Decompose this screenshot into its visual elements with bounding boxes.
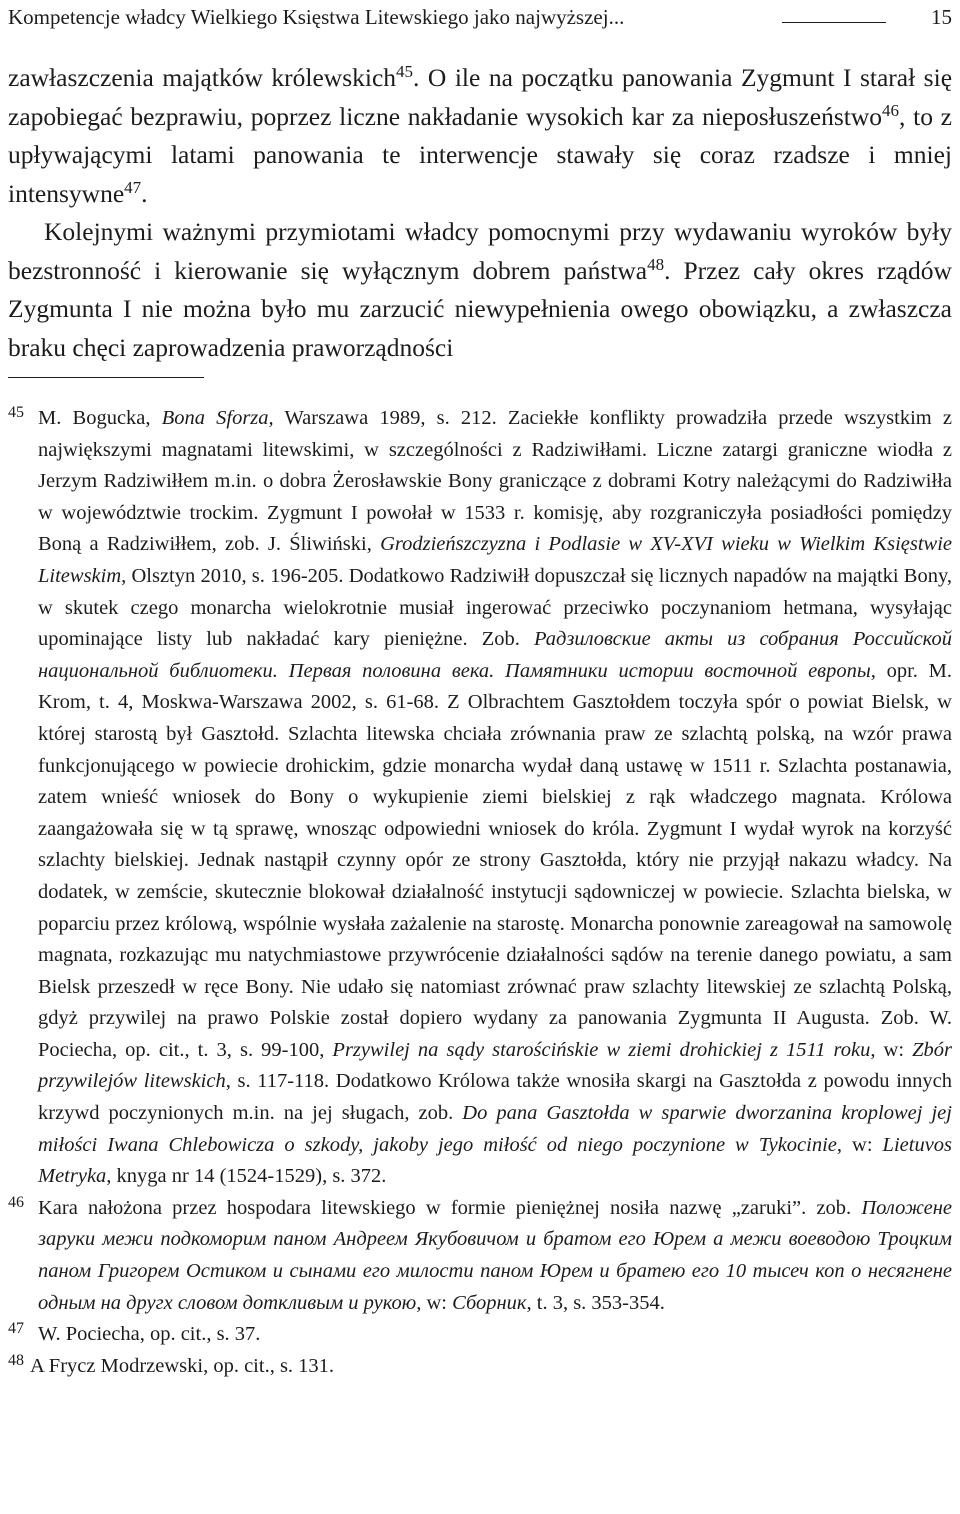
text-run: Kolejnymi ważnymi przymiotami władcy pomocnymi przy wydawaniu wyroków były bezstronność i kierowanie się wyłącznym dobrem państwa [8,217,952,285]
footnote-number: 46 [8,1193,24,1211]
text-run: zawłaszczenia majątków królewskich [8,63,397,92]
text-run: . [141,178,148,208]
italic-title: Przywilej na sądy starościńskie w ziemi drohickiej z 1511 roku [332,1038,871,1061]
text-run: , to z upływającymi latami panowania te interwencje stawały się coraz rzadsze i mniej intensywne [8,101,953,208]
text-run: W. Pociecha, op. cit., s. 37. [38,1323,261,1346]
footnote-ref-45[interactable]: 45 [396,62,414,81]
text-run: , knyga nr 14 (1524-1529), s. 372. [106,1165,387,1188]
text-run: . Przez cały okres rządów Zygmunta I nie można było mu zarzucić niewypełnienia owego obowiązku, a zwłaszcza braku chęci zaprowadzenia praworządności [8,255,952,362]
text-run: , w: [836,1133,883,1156]
text-run: Warszawa 1989, s. 212. Zaciekłe konflikty prowadziła przede wszystkim z największymi magnatami litewskimi, w szczególności z Radziwiłłami. Liczne zatargi graniczne wiodła z Jerzym Radziwiłłem m.in. o dobra Żerosławskie Bony graniczące z dobrami Kotry należącymi do Radziwiłła w województwie trockim. Zygmunt I powołał w 1533 r. komisję, aby rozgraniczyła posiadłości pomiędzy Boną a Radziwiłłem, zob. J. Śliwiński, [38,407,952,556]
text-run: . O ile na początku panowania Zygmunt I starał się zapobiegać bezprawiu, poprzez liczne nakładanie wysokich kar za nieposłuszeństwo [8,63,953,131]
paragraph-1 [8,59,952,213]
footnote-ref-48[interactable]: 48 [647,254,665,274]
text-run: , w: [870,1038,913,1061]
italic-title: Lietuvos Metryka [38,1133,953,1188]
italic-title: Радзиловские акты из собрания Российской национальной библиотеки. Первая половина века. Памятники истории восточной европы, [38,628,952,682]
italic-title: Bona Sforza, [161,407,274,429]
main-text [8,59,952,367]
italic-title: Zbór przywilejów litewskich [38,1038,952,1093]
footnote-46 [8,1193,952,1319]
text-run: M. Bogucka, [38,407,162,429]
page-number: 15 [931,5,952,29]
italic-title: Do pana Gasztołda w sparwie dworzanina kroplowej jej miłości Iwana Chlebowicza o szkody, jakoby jego miłość od niego poczynione w Tykocinie [38,1102,952,1156]
running-head [8,2,952,32]
running-head-rule [782,22,886,23]
footnote-ref-47[interactable]: 47 [124,177,142,197]
running-title: Kompetencje władcy Wielkiego Księstwa Litewskiego jako najwyższej... [8,5,625,29]
footnote-number: 45 [8,404,24,421]
text-run: , t. 3, s. 353-354. [526,1291,665,1314]
text-run: A Frycz Modrzewski, op. cit., s. 131. [30,1354,335,1377]
italic-title: Сборник [452,1291,527,1314]
footnote-separator [8,377,204,378]
text-run: Kara nałożona przez hospodara litewskiego w formie pieniężnej nosiła nazwę „zaruki”. zob. [38,1196,862,1219]
italic-title: Положене заруки межи подкоморим паном Андреем Якубовичом и братом его Юрем а межи воеводою Троцким паном Григорем Остиком и сынами его милости паном Юрем и братею его 10 тысеч коп о несягнене одным на другх словом доткливым и рукою, [38,1196,952,1314]
text-run: , Olsztyn 2010, s. 196-205. Dodatkowo Radziwiłł dopuszczał się licznych napadów na majątki Bony, w skutek czego monarcha wielokrotnie musiał ingerować przeciwko poczynaniom hetmana, wysyłając upominające listy lub nakładać kary pieniężne. Zob. [38,564,952,651]
italic-title: Grodzieńszczyzna i Podlasie w XV-XVI wieku w Wielkim Księstwie Litewskim [38,533,953,587]
footnote-48 [8,1351,952,1383]
paragraph-2 [8,213,952,367]
footnote-45 [8,403,952,1193]
footnote-number: 47 [8,1320,24,1338]
text-run: opr. M. Krom, t. 4, Moskwa-Warszawa 2002, s. 61-68. Z Olbrachtem Gasztołdem toczyła spór o powiat Bielsk, w której starostą był Gasztołd. Szlachta litewska chciała zrównania praw ze szlachtą polską, na wzór prawa funkcjonującego w powiecie drohickim, gdzie monarcha wydał daną ustawę w 1511 r. Szlachta postanawia, zatem wnieść wniosek do Bony o wykupienie ziemi bielskiej z rąk władczego magnata. Królowa zaangażowała się w tą sprawę, wnosząc odpowiedni wniosek do króla. Zygmunt I wydał wyrok na korzyść szlachty bielskiej. Jednak nastąpił czynny opór ze strony Gasztołda, który nie przyjął nakazu władcy. Na dodatek, w zemście, skutecznie blokował działalność instytucji sądowniczej w powiecie. Szlachta bielska, w poparciu przez królową, wspólnie wysłała zażalenie na starostę. Monarcha ponownie zareagował na samowolę magnata, rozkazując mu natychmiastowe przywrócenie działalności sądów na terenie danego powiatu, a sam Bielsk przeszedł w ręce Bony. Nie udało się natomiast zrównać praw szlachty litewskiej ze szlachtą Polską, gdyż przywilej na prawo Polskie został dopiero wydany za panowania Zygmunta II Augusta. Zob. W. Pociecha, op. cit., t. 3, s. 99-100, [38,659,952,1061]
footnote-ref-46[interactable]: 46 [882,100,899,120]
text-run: , s. 117-118. Dodatkowo Królowa także wnosiła skargi na Gasztołda z powodu innych krzywd poczynionych m.in. na jej sługach, zob. [38,1070,952,1125]
text-run: w: [421,1291,453,1314]
footnote-47 [8,1319,952,1351]
footnote-number: 48 [8,1351,24,1369]
footnotes [8,403,952,1382]
